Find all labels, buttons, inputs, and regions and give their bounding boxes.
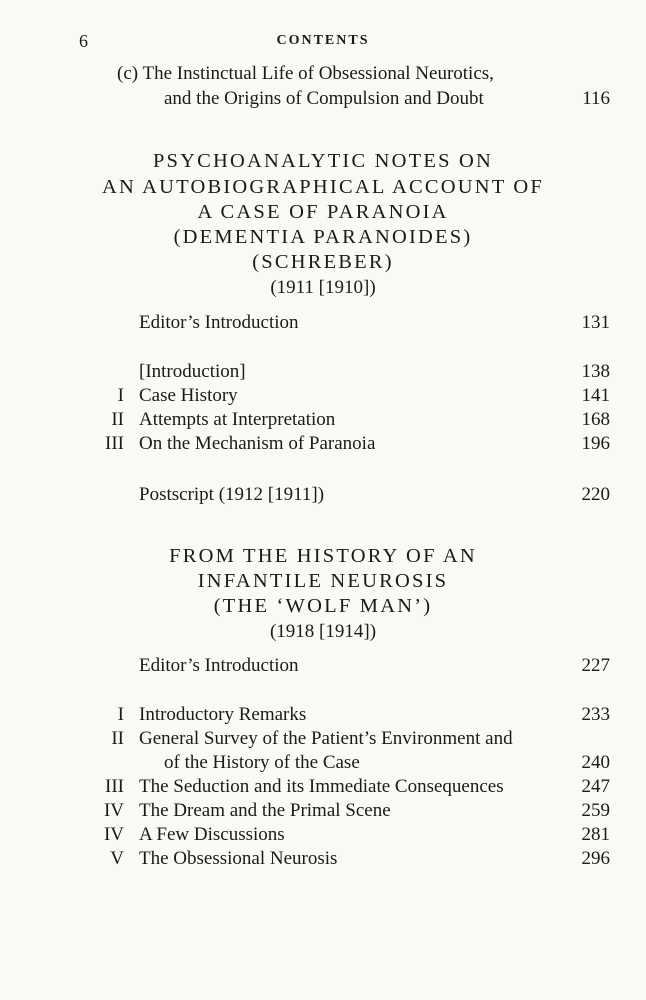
section-heading-line: A CASE OF PARANOIA [197,201,449,223]
entry-numeral: I [117,704,124,725]
running-head [0,31,646,51]
entry-page: 131 [581,312,610,333]
section-heading-line: FROM THE HISTORY OF AN [169,545,477,567]
entry-title: The Dream and the Primal Scene [139,800,391,821]
entry-numeral: I [117,385,124,406]
entry-numeral: III [105,433,124,454]
entry-title: On the Mechanism of Paranoia [139,433,376,454]
entry-page: 220 [581,484,610,505]
entry-numeral: II [111,409,124,430]
section-heading-line: PSYCHOANALYTIC NOTES ON [152,150,494,172]
entry-title: Postscript (1912 [1911]) [139,484,325,505]
page-number: 6 [79,31,88,51]
entry-numeral: II [111,728,124,749]
entry-page: 168 [581,409,610,430]
entry-title: The Obsessional Neurosis [139,848,338,869]
section-heading-line: AN AUTOBIOGRAPHICAL ACCOUNT OF [101,176,545,198]
entry-numeral: IV [103,824,124,845]
section-date: (1918 [1914]) [269,621,377,642]
entry-page: 116 [582,88,610,109]
entry-title: [Introduction] [139,361,246,382]
entry-page: 138 [581,361,610,382]
entry-numeral: IV [103,800,124,821]
section-heading-line: (DEMENTIA PARANOIDES) [173,226,473,248]
entry-page: 233 [581,704,610,725]
entry-numeral: V [110,848,124,869]
entry-page: 227 [581,655,610,676]
section-heading-line: (SCHREBER) [252,251,394,273]
entry-title: Editor’s Introduction [139,312,299,333]
entry-page: 196 [581,433,610,454]
entry-title: Case History [139,385,238,406]
entry-page: 296 [581,848,610,869]
entry-page: 281 [581,824,610,845]
entry-numeral: III [105,776,124,797]
entry-title-continued: and the Origins of Compulsion and Doubt [164,88,484,109]
entry-title: Editor’s Introduction [139,655,299,676]
section-heading-line: INFANTILE NEUROSIS [197,570,449,592]
entry-title: Attempts at Interpretation [139,409,336,430]
entry-title: The Seduction and its Immediate Consequences [139,776,504,797]
entry-title-continued: of the History of the Case [164,752,360,773]
entry-page: 247 [581,776,610,797]
entry-page: 240 [581,752,610,773]
entry-title: Introductory Remarks [139,704,307,725]
entry-title: A Few Discussions [139,824,285,845]
entry-page: 141 [581,385,610,406]
running-title: CONTENTS [276,33,370,48]
entry-page: 259 [581,800,610,821]
section-heading-line: (THE ‘WOLF MAN’) [213,595,433,617]
entry-title: General Survey of the Patient’s Environment and [139,728,513,749]
section-date: (1911 [1910]) [270,277,376,298]
entry-title: (c) The Instinctual Life of Obsessional Neurotics, [117,63,494,84]
